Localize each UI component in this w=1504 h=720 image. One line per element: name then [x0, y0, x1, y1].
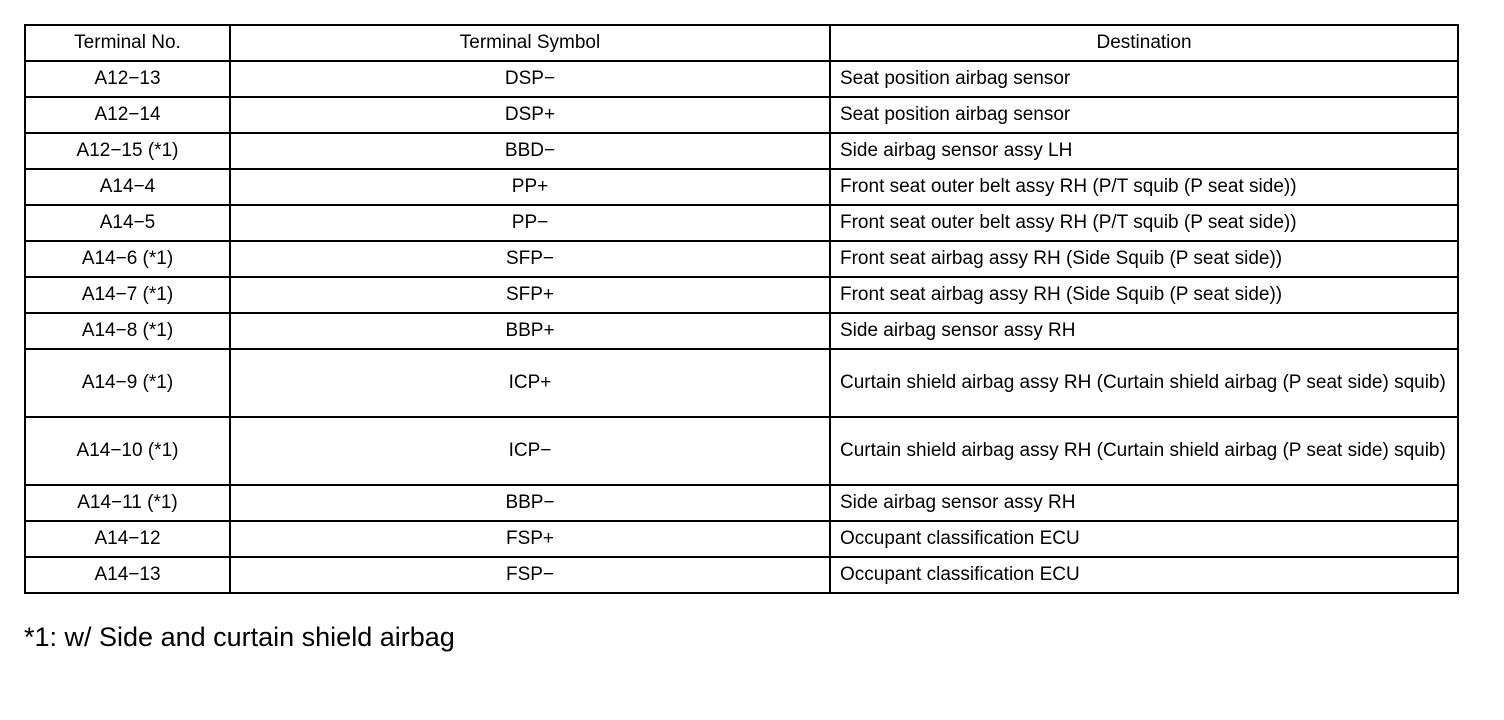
destination-cell: Seat position airbag sensor [830, 97, 1458, 133]
destination-cell: Curtain shield airbag assy RH (Curtain shield airbag (P seat side) squib) [830, 349, 1458, 417]
terminal-symbol-cell: FSP+ [230, 521, 830, 557]
table-row [25, 61, 1458, 97]
terminal-symbol-cell: ICP− [230, 417, 830, 485]
terminal-symbol-cell: PP+ [230, 169, 830, 205]
destination-cell: Side airbag sensor assy RH [830, 313, 1458, 349]
table-row [25, 521, 1458, 557]
header-terminal-no: Terminal No. [25, 25, 230, 61]
destination-cell: Side airbag sensor assy RH [830, 485, 1458, 521]
terminal-no-cell: A14−7 (*1) [25, 277, 230, 313]
terminal-no-cell: A12−14 [25, 97, 230, 133]
header-terminal-symbol: Terminal Symbol [230, 25, 830, 61]
destination-cell: Front seat outer belt assy RH (P/T squib (P seat side)) [830, 205, 1458, 241]
terminal-no-cell: A14−13 [25, 557, 230, 593]
destination-cell: Front seat airbag assy RH (Side Squib (P seat side)) [830, 241, 1458, 277]
destination-cell: Side airbag sensor assy LH [830, 133, 1458, 169]
header-destination: Destination [830, 25, 1458, 61]
terminal-no-cell: A14−6 (*1) [25, 241, 230, 277]
terminal-no-cell: A14−10 (*1) [25, 417, 230, 485]
terminal-no-cell: A14−12 [25, 521, 230, 557]
terminal-no-cell: A14−5 [25, 205, 230, 241]
terminal-symbol-cell: BBD− [230, 133, 830, 169]
destination-cell: Curtain shield airbag assy RH (Curtain shield airbag (P seat side) squib) [830, 417, 1458, 485]
terminal-no-cell: A14−8 (*1) [25, 313, 230, 349]
terminal-symbol-cell: SFP+ [230, 277, 830, 313]
table-header-row [25, 25, 1458, 61]
terminal-symbol-cell: SFP− [230, 241, 830, 277]
table-row [25, 313, 1458, 349]
destination-cell: Front seat outer belt assy RH (P/T squib (P seat side)) [830, 169, 1458, 205]
table-row [25, 133, 1458, 169]
table-row [25, 557, 1458, 593]
terminal-table [24, 24, 1459, 594]
destination-cell: Occupant classification ECU [830, 521, 1458, 557]
table-row [25, 485, 1458, 521]
terminal-symbol-cell: ICP+ [230, 349, 830, 417]
terminal-no-cell: A14−11 (*1) [25, 485, 230, 521]
terminal-symbol-cell: DSP+ [230, 97, 830, 133]
destination-cell: Seat position airbag sensor [830, 61, 1458, 97]
terminal-symbol-cell: PP− [230, 205, 830, 241]
terminal-no-cell: A12−13 [25, 61, 230, 97]
table-row [25, 241, 1458, 277]
terminal-symbol-cell: DSP− [230, 61, 830, 97]
table-row [25, 169, 1458, 205]
table-row [25, 349, 1458, 417]
footnote: *1: w/ Side and curtain shield airbag [24, 622, 455, 652]
table-row [25, 205, 1458, 241]
terminal-symbol-cell: BBP+ [230, 313, 830, 349]
table-row [25, 277, 1458, 313]
table-row [25, 417, 1458, 485]
terminal-no-cell: A12−15 (*1) [25, 133, 230, 169]
terminal-symbol-cell: FSP− [230, 557, 830, 593]
terminal-no-cell: A14−4 [25, 169, 230, 205]
terminal-symbol-cell: BBP− [230, 485, 830, 521]
terminal-no-cell: A14−9 (*1) [25, 349, 230, 417]
table-row [25, 97, 1458, 133]
destination-cell: Occupant classification ECU [830, 557, 1458, 593]
destination-cell: Front seat airbag assy RH (Side Squib (P seat side)) [830, 277, 1458, 313]
